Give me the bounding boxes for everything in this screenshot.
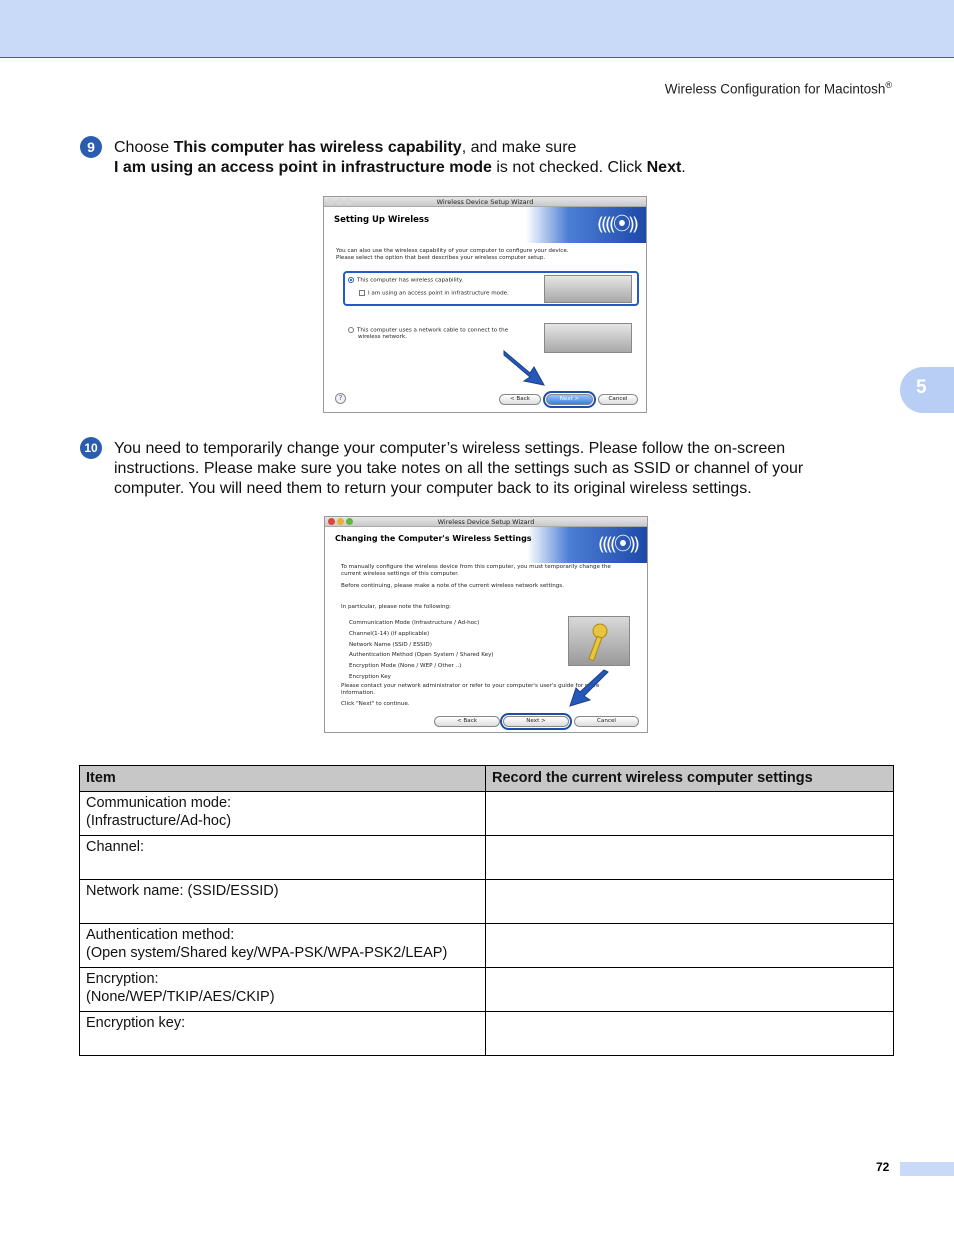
- footer-bar: [900, 1162, 954, 1176]
- radio-icon[interactable]: [348, 327, 354, 333]
- wizard-intro: To manually configure the wireless device from this computer, you must temporarily change the current wireless settings of this computer.: [341, 564, 611, 577]
- wizard-continue: Click "Next" to continue.: [341, 701, 410, 707]
- wifi-logo-icon: ((((⦿)): [597, 534, 637, 555]
- back-button[interactable]: < Back: [499, 394, 541, 405]
- help-icon[interactable]: ?: [335, 393, 346, 404]
- window-titlebar: Wireless Device Setup Wizard: [324, 197, 646, 207]
- window-controls[interactable]: [328, 518, 355, 528]
- wireless-settings-table: [79, 765, 894, 1056]
- table-row: [80, 880, 894, 924]
- header-band: [0, 0, 954, 58]
- wizard-contact: Please contact your network administrator or refer to your computer's user's guide for more information.: [341, 683, 600, 696]
- list-item: Authentication Method (Open System / Shared Key): [349, 652, 494, 659]
- list-item: Encryption Mode (None / WEP / Other ..): [349, 663, 462, 670]
- wizard-setting-up-wireless: [323, 196, 647, 413]
- laptop-wireless-icon: [544, 275, 632, 303]
- desktop-cable-icon: [544, 323, 632, 353]
- column-header-item: Item: [80, 766, 486, 792]
- wizard-heading: Changing the Computer's Wireless Settings: [335, 534, 532, 543]
- wireless-banner: [526, 207, 646, 243]
- table-row: [80, 1012, 894, 1056]
- running-header: Wireless Configuration for Macintosh®: [664, 80, 892, 97]
- cancel-button[interactable]: Cancel: [598, 394, 638, 405]
- window-titlebar: Wireless Device Setup Wizard: [325, 517, 647, 527]
- table-cell-record[interactable]: [486, 880, 894, 924]
- table-cell-record[interactable]: [486, 924, 894, 968]
- table-cell-record[interactable]: [486, 792, 894, 836]
- table-cell-item: Network name: (SSID/ESSID): [80, 880, 486, 924]
- table-row: [80, 924, 894, 968]
- checkbox-icon[interactable]: [359, 290, 365, 296]
- back-button[interactable]: < Back: [434, 716, 500, 727]
- table-row: [80, 836, 894, 880]
- settings-list: [349, 618, 494, 683]
- table-cell-record[interactable]: [486, 836, 894, 880]
- step-9-text: Choose This computer has wireless capability, and make sure I am using an access point in infrastructure mode is not checked. Click Next.: [114, 139, 686, 176]
- pointer-arrow-icon: [500, 345, 548, 387]
- table-row: [80, 792, 894, 836]
- list-item: Encryption Key: [349, 673, 391, 680]
- radio-selected-icon[interactable]: [348, 277, 354, 283]
- option-infrastructure-checkbox[interactable]: I am using an access point in infrastructure mode.: [359, 290, 509, 297]
- next-button[interactable]: Next >: [546, 394, 593, 405]
- chapter-tab: 5: [900, 367, 954, 413]
- option-wireless[interactable]: This computer has wireless capability.: [348, 277, 463, 284]
- column-header-record: Record the current wireless computer settings: [486, 766, 894, 792]
- table-cell-item: Channel:: [80, 836, 486, 880]
- table-header-row: [80, 766, 894, 792]
- table-row: [80, 968, 894, 1012]
- table-cell-record[interactable]: [486, 968, 894, 1012]
- cancel-button[interactable]: Cancel: [574, 716, 639, 727]
- pointer-arrow-icon: [566, 668, 612, 710]
- list-item: Network Name (SSID / ESSID): [349, 641, 432, 648]
- wireless-banner: [527, 527, 647, 563]
- table-cell-item: Communication mode: (Infrastructure/Ad-hoc): [80, 792, 486, 836]
- step-9-badge: 9: [80, 136, 102, 158]
- list-item: Channel(1-14) (if applicable): [349, 630, 430, 637]
- wizard-intro: You can also use the wireless capability of your computer to configure your device. Please select the option that best describes your wireless computer setup.: [336, 248, 569, 261]
- next-button[interactable]: Next >: [503, 716, 569, 727]
- page-number: 72: [876, 1160, 890, 1174]
- table-cell-record[interactable]: [486, 1012, 894, 1056]
- step-10-badge: 10: [80, 437, 102, 459]
- wizard-note: Before continuing, please make a note of the current wireless network settings.: [341, 583, 564, 589]
- wizard-list-label: In particular, please note the following:: [341, 604, 451, 610]
- table-cell-item: Authentication method: (Open system/Shared key/WPA-PSK/WPA-PSK2/LEAP): [80, 924, 486, 968]
- wizard-heading: Setting Up Wireless: [334, 215, 430, 225]
- wifi-logo-icon: ((((⦿)): [596, 214, 636, 235]
- step-10-text: You need to temporarily change your computer’s wireless settings. Please follow the on-screen instructions. Please make sure you take notes on all the settings such as SSID or channel of your computer. You will need them to return your computer back to its original wireless settings.: [114, 440, 804, 497]
- window-controls[interactable]: [327, 198, 354, 208]
- list-item: Communication Mode (Infrastructure / Ad-hoc): [349, 620, 480, 626]
- option-cable[interactable]: This computer uses a network cable to connect to the wireless network.: [348, 327, 508, 341]
- key-icon: [568, 616, 630, 666]
- table-cell-item: Encryption key:: [80, 1012, 486, 1056]
- table-cell-item: Encryption: (None/WEP/TKIP/AES/CKIP): [80, 968, 486, 1012]
